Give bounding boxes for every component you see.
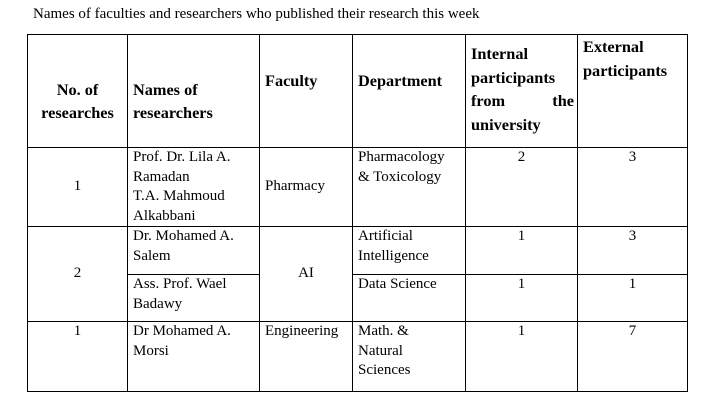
cell-faculty: Engineering [260, 322, 353, 392]
table-caption: Names of faculties and researchers who published their research this week [33, 6, 480, 22]
cell-names: Dr. Mohamed A. Salem [128, 227, 260, 275]
cell-internal: 1 [466, 275, 578, 322]
header-row [28, 35, 688, 148]
cell-department: Pharmacology & Toxicology [353, 148, 466, 227]
header-names-of-researchers: Names of researchers [128, 35, 260, 148]
header-department: Department [353, 35, 466, 148]
table-row [28, 148, 688, 227]
cell-faculty: Pharmacy [260, 148, 353, 227]
header-internal-participants: Internal participants from the university [466, 35, 578, 148]
cell-department: Data Science [353, 275, 466, 322]
cell-no: 1 [28, 148, 128, 227]
cell-faculty: AI [260, 227, 353, 322]
researchers-table [27, 34, 688, 392]
cell-internal: 1 [466, 322, 578, 392]
cell-department: Math. & Natural Sciences [353, 322, 466, 392]
cell-external: 3 [578, 148, 688, 227]
table-row [28, 227, 688, 275]
cell-internal: 2 [466, 148, 578, 227]
header-external-participants: External participants [578, 35, 688, 148]
cell-names: Dr Mohamed A. Morsi [128, 322, 260, 392]
cell-no: 2 [28, 227, 128, 322]
header-no-of-researches: No. of researches [28, 35, 128, 148]
cell-names: Prof. Dr. Lila A. Ramadan T.A. Mahmoud Alkabbani [128, 148, 260, 227]
cell-external: 1 [578, 275, 688, 322]
cell-external: 3 [578, 227, 688, 275]
header-faculty: Faculty [260, 35, 353, 148]
cell-no: 1 [28, 322, 128, 392]
cell-names: Ass. Prof. Wael Badawy [128, 275, 260, 322]
cell-internal: 1 [466, 227, 578, 275]
cell-department: Artificial Intelligence [353, 227, 466, 275]
table-row [28, 322, 688, 392]
cell-external: 7 [578, 322, 688, 392]
